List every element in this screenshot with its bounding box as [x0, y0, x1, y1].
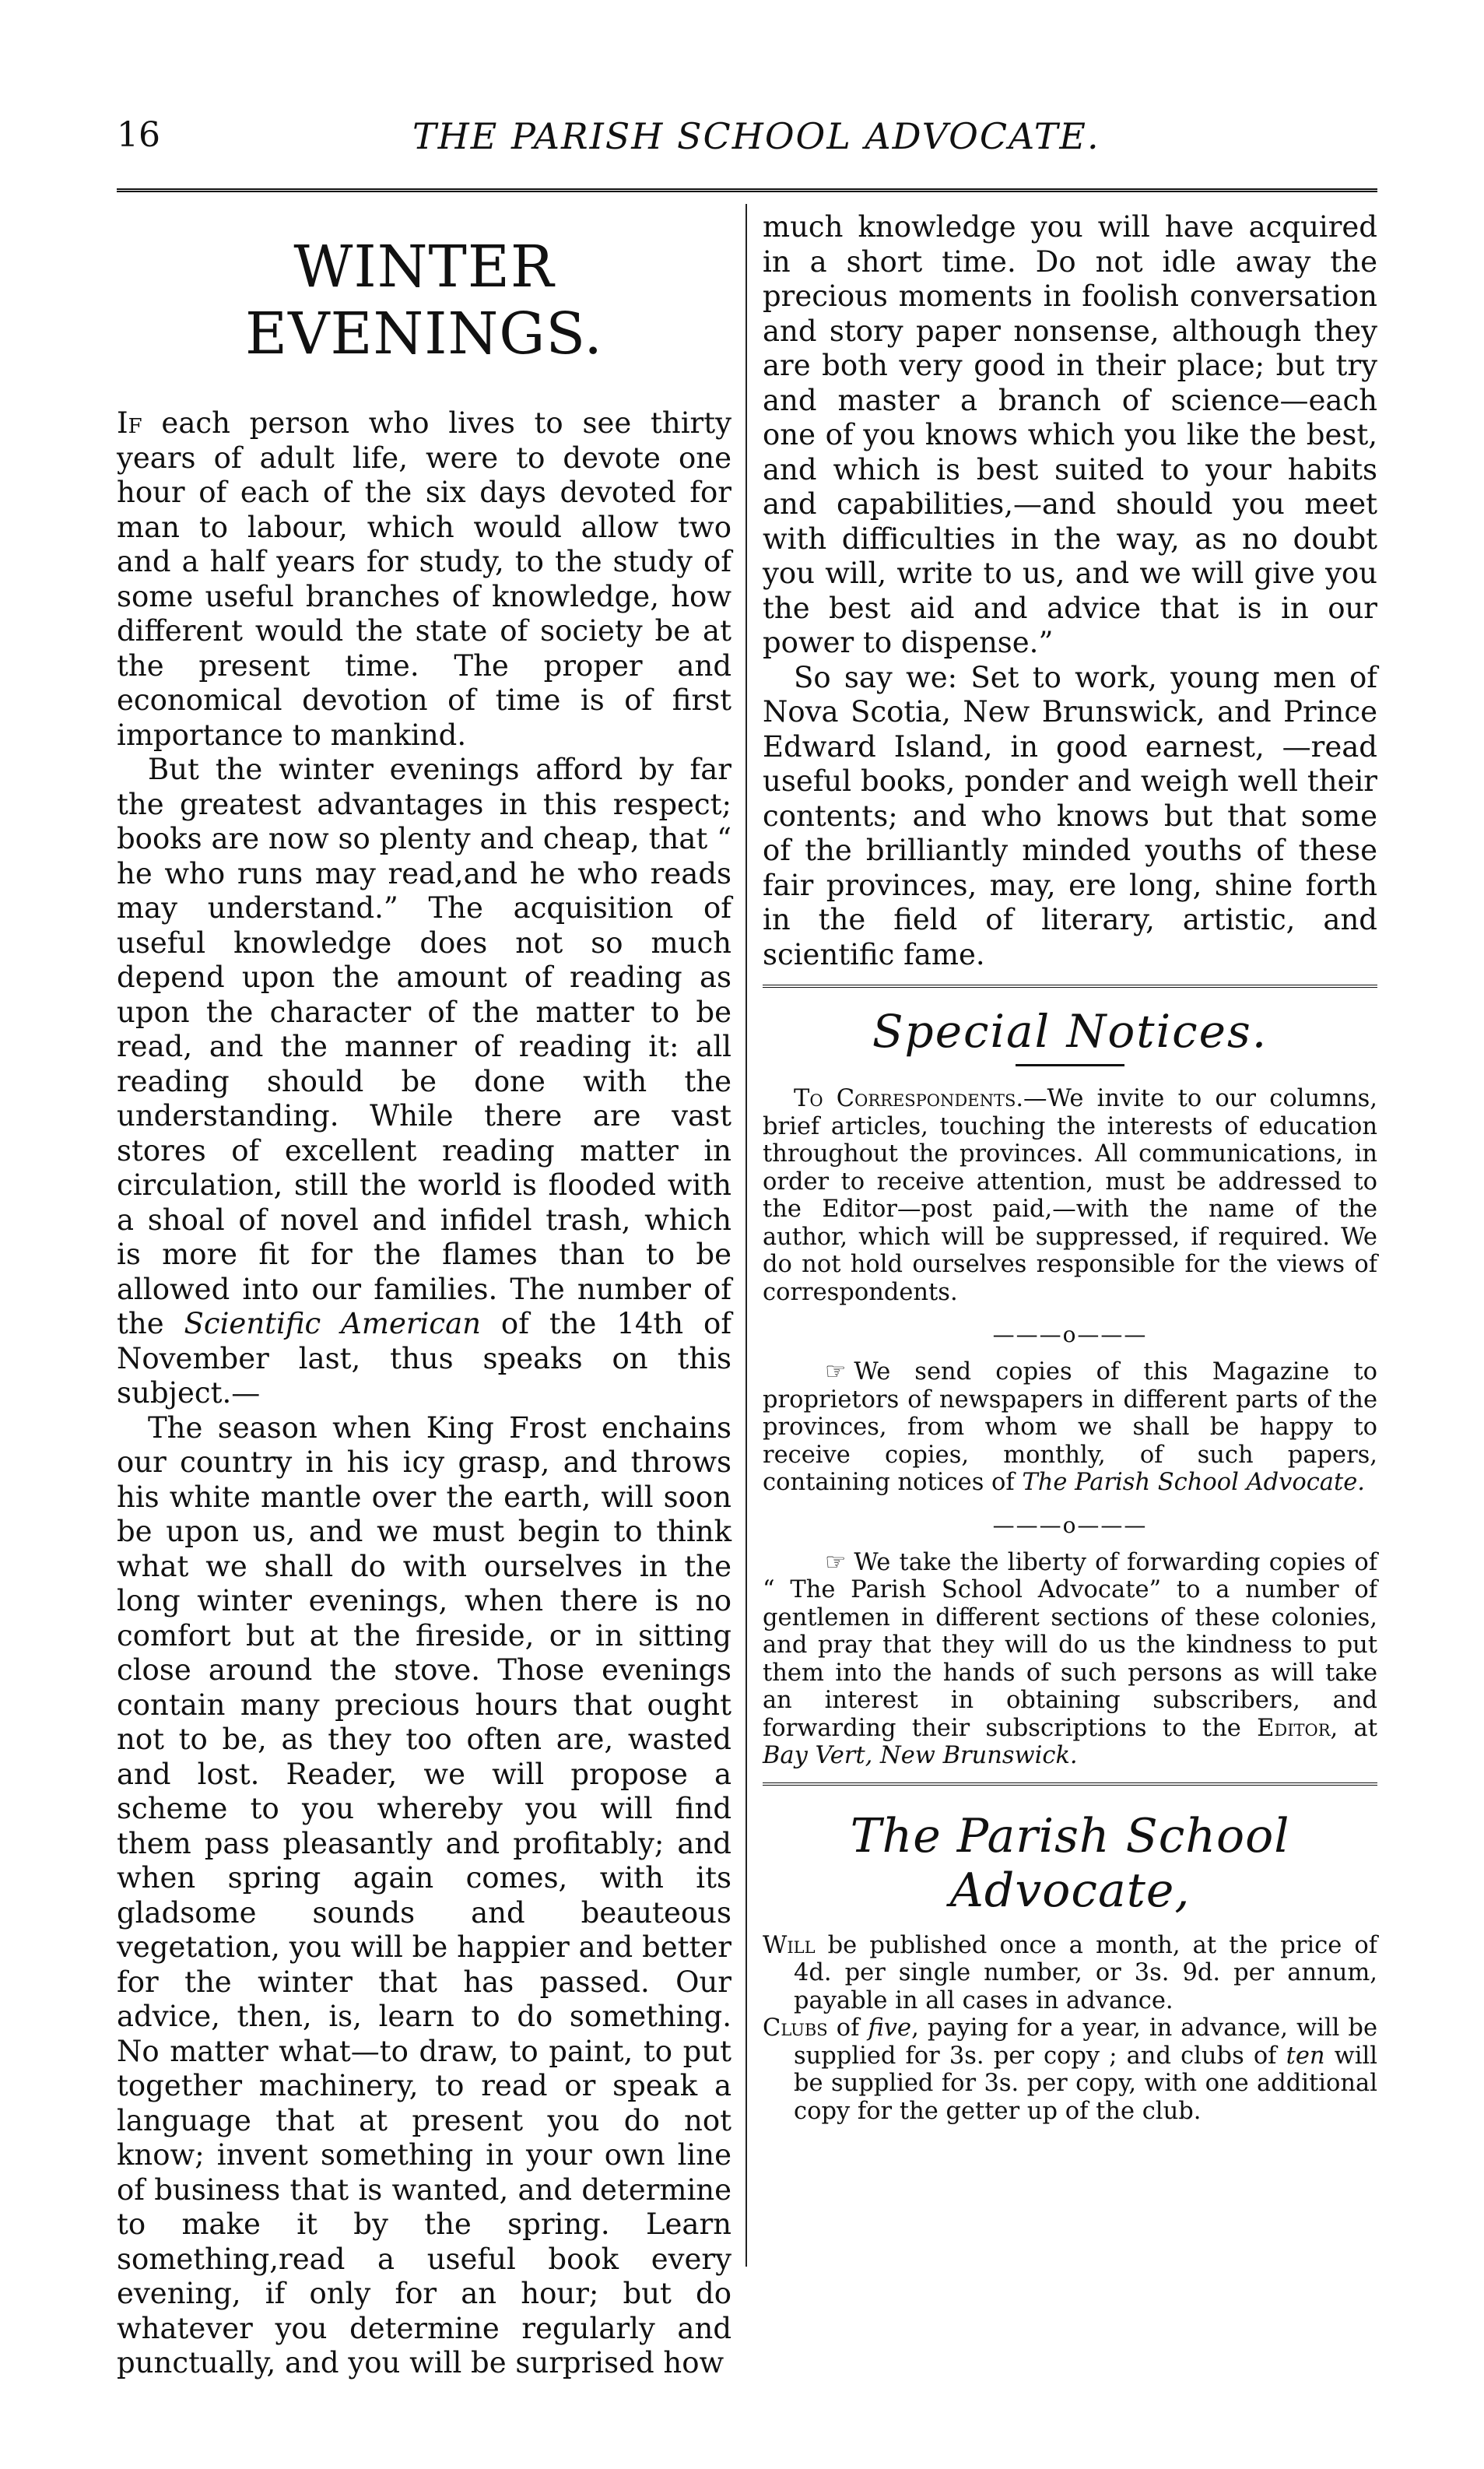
article-paragraph-4: So say we: Set to work, young men of Nova Scotia, New Brunswick, and Prince Edward Island, in good earnest, —read useful books, ponder and weigh well their contents; and who knows but that some of the brilliantly minded youths of these fair provinces, may, ere long, shine forth in the field of literary, artistic, and scientific fame.	[763, 660, 1377, 971]
notice-correspondents	[763, 1085, 1377, 1306]
article-paragraph-3: The season when King Frost enchains our country in his icy grasp, and throws his white mantle over the earth, will soon be upon us, and we must begin to think what we shall do with ourselves in the long winter evenings, when there is no comfort but at the fireside, or in sitting close around the stove. Those evenings contain many precious hours that ought not to be, as they too often are, wasted and lost. Reader, we will propose a scheme to you whereby you will find them pass pleasantly and profitably; and when spring again comes, with its gladsome sounds and beauteous vegetation, you will be happier and better for the winter that has passed. Our advice, then, is, learn to do something. No matter what—to draw, to paint, to put together machinery, to read or speak a language that at present you do not know; invent something in your own line of business that is wanted, and determine to make it by the spring. Learn something,read a useful book every evening, if only for an hour; but do whatever you determine regularly and punctually, and you will be surprised how	[117, 1410, 731, 2379]
advert-clubs	[763, 2014, 1377, 2125]
notice-newspapers	[763, 1358, 1377, 1497]
notice-text: —We invite to our columns, brief articles, touching the interests of education throughout the provinces. All communications, in order to receive attention, must be addressed to the Editor—post paid,—with the name of the author, which will be suppressed, if required. We do not hold ourselves responsible for the views of correspondents.	[763, 1085, 1377, 1306]
left-column	[117, 210, 731, 2381]
publication-name: The Parish School Advocate.	[1022, 1469, 1365, 1496]
advert-text: be published once a month, at the price of 4d. per single number, or 3s. 9d. per annum, payable in all cases in advance.	[794, 1931, 1377, 2014]
editor-word: Editor	[1257, 1714, 1331, 1742]
article-paragraph-1	[117, 406, 731, 753]
advert-emphasis: ten	[1286, 2042, 1325, 2070]
advert-text: of	[827, 2014, 868, 2042]
advert-text: will be supplied for 3s. per copy, with one additional copy for the getter up of the club.	[794, 2042, 1377, 2125]
article-paragraph-3-continued: much knowledge you will have acquired in a short time. Do not idle away the precious moments in foolish conversation and story paper nonsense, although they are both very good in their place; but try and master a branch of science—each one of you knows which you like the best, and which is best suited to your habits and capabilities,—and should you meet with difficulties in the way, as no doubt you will, write to us, and we will give you the best aid and advice that is in our power to dispense.”	[763, 210, 1377, 659]
advert-title: The Parish School Advocate,	[850, 1808, 1290, 1918]
notice-text: , at	[1330, 1714, 1377, 1742]
article-paragraph-2	[117, 753, 731, 1411]
notice-separator: ———o———	[992, 1322, 1148, 1347]
running-title: THE PARISH SCHOOL ADVOCATE.	[412, 115, 1100, 157]
paragraph-text: of the 14th of November last, thus speaks on this subject.—	[117, 1307, 732, 1410]
notice-lead: To Correspondents.	[794, 1085, 1024, 1112]
pointing-hand-icon: ☞	[825, 1548, 847, 1576]
place-name: Bay Vert, New Brunswick.	[763, 1742, 1078, 1769]
publication-name: Scientific American	[184, 1307, 482, 1340]
paragraph-text: each person who lives to see thirty years of adult life, were to devote one hour of each of the six days devoted for man to labour, which would allow two and a half years for study, to the study of some useful branches of knowledge, how different would the state of society be at the present time. The proper and economical devotion of time is of first importance to mankind.	[117, 406, 731, 752]
title-underline	[1016, 1064, 1124, 1066]
advert-emphasis: five	[868, 2014, 912, 2042]
pointing-hand-icon: ☞	[825, 1358, 847, 1386]
advert-text: , paying for a year, in advance, will be supplied for 3s. per copy ; and clubs of	[794, 2014, 1377, 2070]
notice-separator: ———o———	[992, 1512, 1148, 1538]
header-rule	[117, 188, 1377, 192]
notice-text: We send copies of this Magazine to proprietors of newspapers in different parts of the provinces, from whom we shall be happy to receive copies, monthly, of such papers, containing notices of	[763, 1358, 1377, 1496]
advert-lead: Clubs	[763, 2014, 828, 2042]
paragraph-text: But the winter evenings afford by far the greatest advantages in this respect; books are now so plenty and cheap, that “ he who runs may read,and he who reads may understand.” The acquisition of useful knowledge does not so much depend upon the amount of reading as upon the character of the matter to be read, and the manner of reading it: all reading should be done with the understanding. While there are vast stores of excellent reading matter in circulation, still the world is flooded with a shoal of novel and infidel trash, which is more fit for the flames than to be allowed into our families. The number of the	[117, 753, 731, 1340]
column-divider	[746, 204, 747, 2267]
advert-terms	[763, 1932, 1377, 2015]
drop-word: If	[117, 406, 142, 440]
page-number: 16	[117, 115, 160, 155]
right-column	[763, 210, 1377, 2125]
section-rule	[763, 985, 1377, 988]
notices-title: Special Notices.	[872, 1005, 1268, 1058]
notice-forwarding	[763, 1549, 1377, 1770]
page-header	[117, 109, 1377, 171]
advert-lead: Will	[763, 1931, 816, 1959]
section-rule	[763, 1782, 1377, 1786]
notice-text: We take the liberty of forwarding copies of “ The Parish School Advocate” to a number of gentlemen in different sections of these colonies, and pray that they will do us the kindness to put them into the hands of such persons as will take an interest in obtaining subscribers, and forwarding their subscriptions to the	[763, 1548, 1377, 1742]
article-title: WINTER EVENINGS.	[245, 234, 603, 367]
